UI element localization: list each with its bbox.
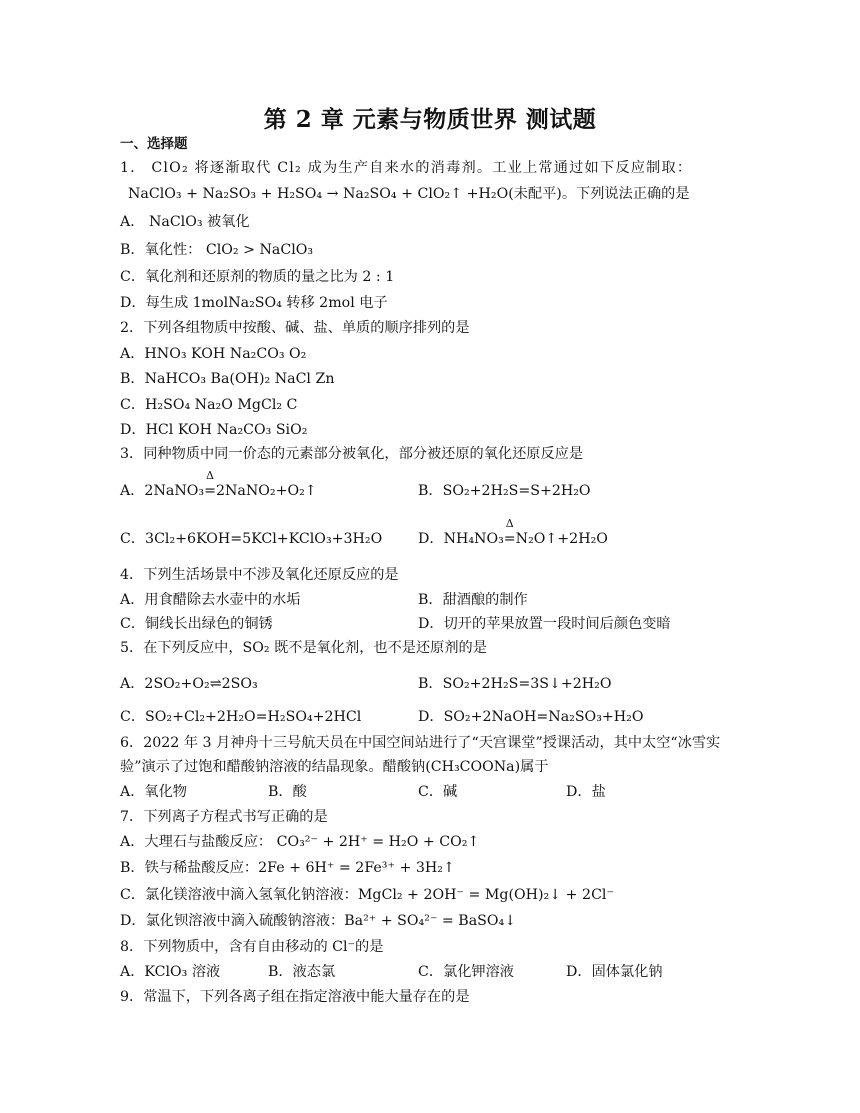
question-8-option-b: B．液态氯	[268, 964, 336, 980]
question-4-option-a: A．用食醋除去水壶中的水垢	[120, 592, 301, 608]
question-2-option-c: C．H₂SO₄ Na₂O MgCl₂ C	[120, 397, 298, 413]
question-6-option-a: A．氧化物	[120, 784, 187, 800]
question-1-stem: 1． ClO₂ 将逐渐取代 Cl₂ 成为生产自来水的消毒剂。工业上常通过如下反应制取：	[120, 160, 693, 176]
page-title: 第 2 章 元素与物质世界 测试题	[263, 106, 597, 133]
question-2-stem: 2．下列各组物质中按酸、碱、盐、单质的顺序排列的是	[120, 320, 470, 336]
question-6-stem: 6．2022 年 3 月神舟十三号航天员在中国空间站进行了“天宫课堂”授课活动，其中太空“冰雪实	[120, 735, 721, 751]
question-8-option-d: D．固体氯化钠	[566, 964, 663, 980]
question-7-option-a: A．大理石与盐酸反应： CO₃²⁻ + 2H⁺ = H₂O + CO₂↑	[120, 834, 480, 850]
question-7-stem: 7．下列离子方程式书写正确的是	[120, 809, 328, 825]
question-3-option-d	[418, 517, 608, 549]
question-8-option-c: C．氯化钾溶液	[418, 964, 514, 980]
question-3-option-a	[120, 469, 317, 501]
question-4-option-d: D．切开的苹果放置一段时间后颜色变暗	[418, 616, 671, 632]
question-3-option-c: C．3Cl₂+6KOH=5KCl+KClO₃+3H₂O	[120, 531, 383, 547]
question-8-option-a: A．KClO₃ 溶液	[120, 964, 221, 980]
question-5-option-c: C．SO₂+Cl₂+2H₂O=H₂SO₄+2HCl	[120, 709, 362, 725]
question-9-stem: 9．常温下，下列各离子组在指定溶液中能大量存在的是	[120, 989, 470, 1005]
delta-mark: Δ	[206, 469, 214, 482]
question-5-stem: 5．在下列反应中，SO₂ 既不是氧化剂，也不是还原剂的是	[120, 640, 487, 656]
question-4-option-c: C．铜线长出绿色的铜锈	[120, 616, 273, 632]
question-3-option-b: B．SO₂+2H₂S=S+2H₂O	[418, 483, 591, 499]
equals-sign: =	[503, 531, 516, 547]
option-a-reactant: A．2NaNO₃	[120, 483, 205, 499]
question-6-stem-cont: 验”演示了过饱和醋酸钠溶液的结晶现象。醋酸钠(CH₃COONa)属于	[120, 759, 549, 775]
heat-condition	[503, 517, 516, 549]
question-2-option-d: D．HCl KOH Na₂CO₃ SiO₂	[120, 422, 308, 438]
question-7-option-b: B．铁与稀盐酸反应：2Fe + 6H⁺ = 2Fe³⁺ + 3H₂↑	[120, 860, 455, 876]
question-5-option-b: B．SO₂+2H₂S=3S↓+2H₂O	[418, 676, 612, 692]
equals-sign: =	[204, 483, 216, 499]
question-6-option-b: B．酸	[268, 784, 307, 800]
question-4-option-b: B．甜酒酿的制作	[418, 592, 528, 608]
question-1-equation: NaClO₃ + Na₂SO₃ + H₂SO₄ → Na₂SO₄ + ClO₂↑ +H₂O(未配平)。下列说法正确的是	[128, 186, 690, 202]
heat-condition	[204, 469, 216, 501]
delta-mark: Δ	[505, 517, 514, 530]
question-6-option-d: D．盐	[566, 784, 606, 800]
question-5-option-a: A．2SO₂+O₂⇌2SO₃	[120, 676, 258, 692]
question-3-stem: 3．同种物质中同一价态的元素部分被氧化，部分被还原的氧化还原反应是	[120, 446, 584, 462]
question-8-stem: 8．下列物质中，含有自由移动的 Cl⁻的是	[120, 939, 384, 955]
option-d-reactant: D．NH₄NO₃	[418, 531, 504, 547]
question-1-option-b: B．氧化性： ClO₂ > NaClO₃	[120, 242, 314, 258]
section-heading: 一、选择题	[120, 136, 188, 152]
question-6-option-c: C．碱	[418, 784, 458, 800]
question-7-option-c: C．氯化镁溶液中滴入氢氧化钠溶液：MgCl₂ + 2OH⁻ = Mg(OH)₂↓ + 2Cl⁻	[120, 887, 614, 903]
question-2-option-a: A．HNO₃ KOH Na₂CO₃ O₂	[120, 346, 307, 362]
question-1-option-d: D．每生成 1molNa₂SO₄ 转移 2mol 电子	[120, 295, 388, 311]
option-a-product: 2NaNO₂+O₂↑	[215, 483, 317, 499]
question-2-option-b: B．NaHCO₃ Ba(OH)₂ NaCl Zn	[120, 371, 335, 387]
question-4-stem: 4．下列生活场景中不涉及氧化还原反应的是	[120, 567, 399, 583]
question-1-option-c: C．氧化剂和还原剂的物质的量之比为 2 : 1	[120, 269, 395, 285]
question-1-option-a: A． NaClO₃ 被氧化	[120, 214, 250, 230]
option-d-product: N₂O↑+2H₂O	[515, 531, 608, 547]
question-7-option-d: D．氯化钡溶液中滴入硫酸钠溶液：Ba²⁺ + SO₄²⁻ = BaSO₄↓	[120, 913, 517, 929]
question-5-option-d: D．SO₂+2NaOH=Na₂SO₃+H₂O	[418, 709, 644, 725]
